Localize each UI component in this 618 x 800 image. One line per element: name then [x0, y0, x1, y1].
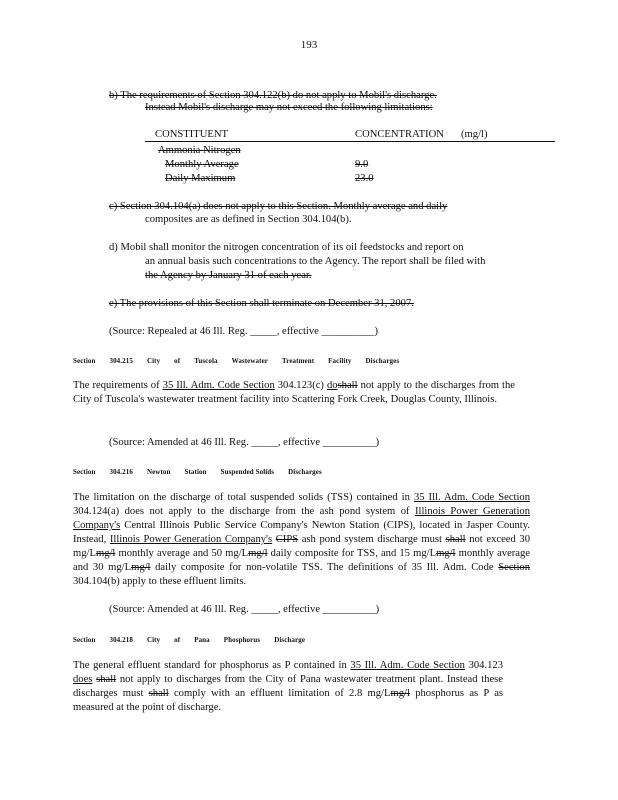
- subsection-d-line2: an annual basis such concentrations to the Agency. The report shall be filed with: [145, 256, 486, 267]
- table-header-unit: (mg/l): [461, 129, 488, 140]
- table-row-name: Monthly Average: [165, 159, 239, 170]
- table-row-name: Daily Maximum: [165, 173, 236, 184]
- table-header-concentration: CONCENTRATION: [355, 129, 444, 140]
- table-row-name: Ammonia Nitrogen: [158, 145, 241, 156]
- section-304-218-body: The general effluent standard for phosphorus as P contained in 35 Ill. Adm. Code Section 304.123 does shall not apply to discharges from the City of Pana wastewater treatment plant. Instead these discharges must shall comply with an effluent limitation of 2.8 mg/Lmg/l phosphorus as P as measured at the point of discharge.: [73, 660, 504, 713]
- table-row-value: 23.0: [355, 173, 374, 184]
- source-note-amended-216: (Source: Amended at 46 Ill. Reg. _____, effective __________): [109, 604, 380, 615]
- section-304-215-body: The requirements of 35 Ill. Adm. Code Section 304.123(c) doshall not apply to the discharges from the City of Tuscola's wastewater treatment facility into Scattering Fork Creek, Douglas County, Illinois.: [73, 380, 515, 405]
- section-304-218-heading: Section 304.218 City of Pana Phosphorus Discharge: [73, 636, 306, 644]
- subsection-c-line2: composites are as defined in Section 304.104(b).: [145, 214, 352, 225]
- subsection-b-line2: Instead Mobil's discharge may not exceed the following limitations:: [145, 102, 433, 113]
- subsection-b-line1: b) The requirements of Section 304.122(b) do not apply to Mobil's discharge.: [109, 90, 437, 101]
- section-304-216-body: The limitation on the discharge of total suspended solids (TSS) contained in 35 Ill. Adm. Code Section 304.124(a) does not apply to the discharge from the ash pond system of Illinois Power Generation Company's Central Illinois Public Service Company's Newton Station (CIPS), located in Jasper County. Instead, Illinois Power Generation Company's CIPS ash pond system discharge must shall not exceed 30 mg/Lmg/l monthly average and 50 mg/Lmg/l daily composite for TSS, and 15 mg/Lmg/l monthly average and 30 mg/Lmg/l daily composite for non-volatile TSS. The definitions of 35 Ill. Adm. Code Section 304.104(b) apply to these effluent limits.: [73, 492, 531, 587]
- table-header-constituent: CONSTITUENT: [155, 129, 228, 140]
- table-row-value: 9.0: [355, 159, 369, 170]
- section-304-216-heading: Section 304.216 Newton Station Suspended Solids Discharges: [73, 468, 322, 476]
- section-304-215-heading: Section 304.215 City of Tuscola Wastewater Treatment Facility Discharges: [73, 357, 400, 365]
- source-note-repealed: (Source: Repealed at 46 Ill. Reg. _____, effective __________): [109, 326, 378, 337]
- source-note-amended-215: (Source: Amended at 46 Ill. Reg. _____, effective __________): [109, 437, 380, 448]
- subsection-d-line1: d) Mobil shall monitor the nitrogen concentration of its oil feedstocks and report on: [109, 242, 464, 253]
- subsection-d-line3: the Agency by January 31 of each year.: [145, 270, 312, 281]
- subsection-e-line1: e) The provisions of this Section shall terminate on December 31, 2007.: [109, 298, 414, 309]
- page-number: 193: [300, 39, 318, 51]
- subsection-c-line1: c) Section 304.104(a) does not apply to this Section. Monthly average and daily: [109, 201, 448, 212]
